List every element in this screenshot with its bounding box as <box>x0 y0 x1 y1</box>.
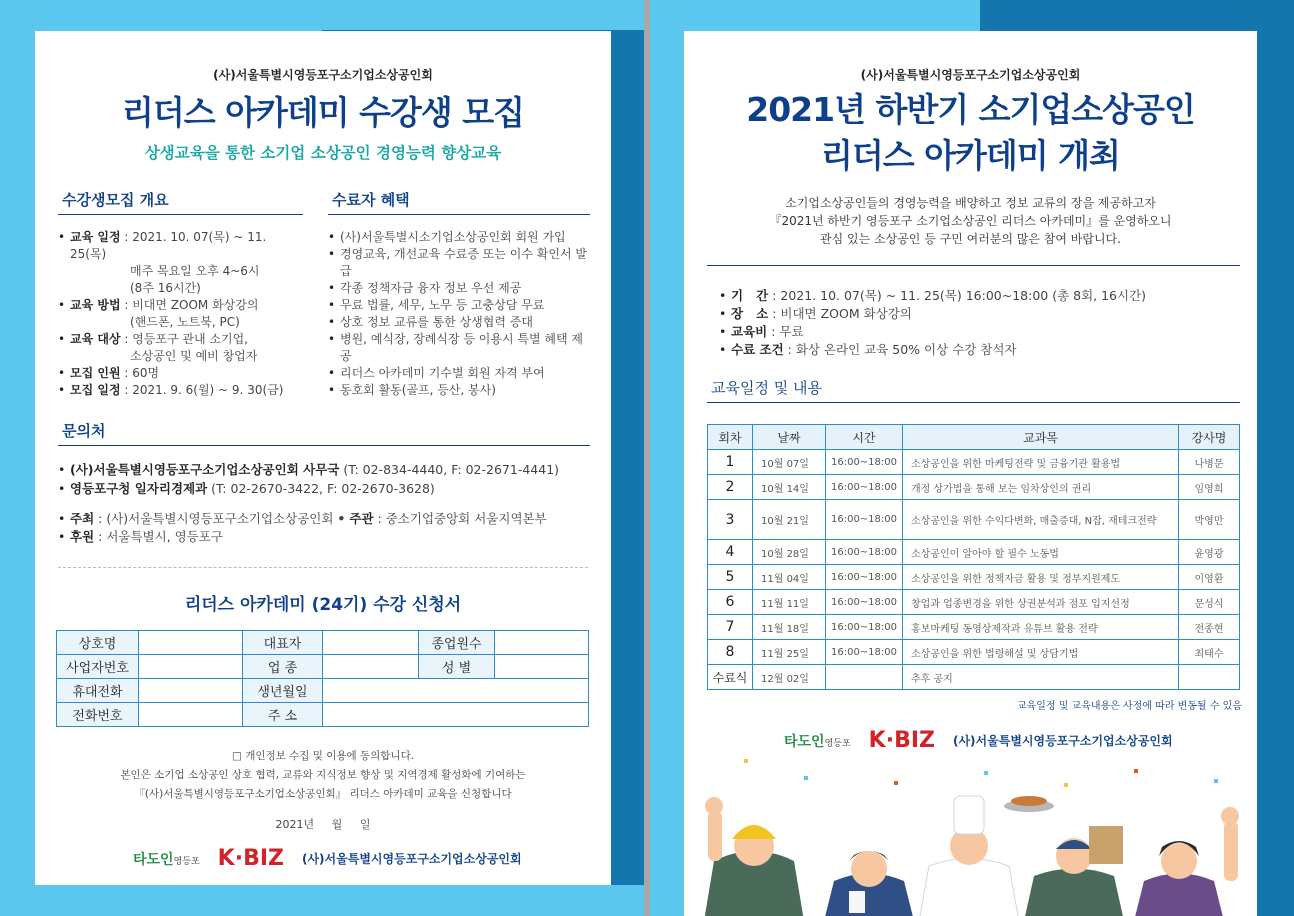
benefit-item: • (사)서울특별시소기업소상공인회 회원 가입 <box>328 229 590 246</box>
overview-extra: 매주 목요일 오후 4~6시 <box>130 264 260 278</box>
workers-illustration <box>684 751 1257 916</box>
schedule-row <box>708 590 1240 615</box>
session-subject: 소상공인을 위한 법령해설 및 상담기법 <box>903 640 1179 665</box>
overview-section <box>58 189 303 399</box>
form-label: 대표자 <box>243 631 323 655</box>
schedule-row <box>708 450 1240 475</box>
session-no: 4 <box>708 540 753 565</box>
overview-key: 모집 일정 <box>70 383 121 397</box>
worker-delivery <box>1024 826 1124 916</box>
session-date: 11월 18일 <box>753 615 826 640</box>
pledge-line-1: 본인은 소기업 소상공인 상호 협력, 교류와 지식정보 향상 및 지역경제 활성화에 기여하는 <box>120 769 526 781</box>
info-item <box>719 323 1239 341</box>
form-field-address[interactable] <box>323 703 589 727</box>
org-logo-text: (사)서울특별시영등포구소기업소상공인회 <box>301 852 522 866</box>
session-date: 10월 07일 <box>753 450 826 475</box>
intro-line: 관심 있는 소상공인 등 구민 여러분의 많은 참여 바랍니다. <box>820 232 1121 246</box>
info-key: 교육비 <box>731 324 768 339</box>
cut-line <box>58 567 588 568</box>
overview-value: 비대면 ZOOM 화상강의 <box>132 298 259 312</box>
form-field-bizno[interactable] <box>139 655 243 679</box>
form-label: 주 소 <box>243 703 323 727</box>
info-item <box>719 341 1239 359</box>
benefits-section <box>328 189 590 399</box>
overview-key: 교육 방법 <box>70 298 121 312</box>
contact-item <box>58 479 590 498</box>
info-value: : 무료 <box>771 324 804 339</box>
schedule-row <box>708 615 1240 640</box>
overview-key: 교육 대상 <box>70 332 121 346</box>
overview-value: 영등포구 관내 소기업, <box>132 332 248 346</box>
host-list <box>58 510 590 546</box>
session-no: 2 <box>708 475 753 500</box>
schedule-row <box>708 665 1240 690</box>
right-org-name: (사)서울특별시영등포구소기업소상공인회 <box>860 68 1081 82</box>
session-time: 16:00~18:00 <box>826 540 903 565</box>
session-subject: 소상공인을 위한 수익다변화, 매출증대, N잡, 재테크전략 <box>903 500 1179 540</box>
right-title-line-1: 2021년 하반기 소기업소상공인 <box>746 90 1195 129</box>
overview-extra: (핸드폰, 노트북, PC) <box>130 315 240 329</box>
org-logo-text: (사)서울특별시영등포구소기업소상공인회 <box>952 734 1173 748</box>
overview-extra: 소상공인 및 예비 창업자 <box>130 349 258 363</box>
intro-divider <box>707 265 1240 266</box>
session-instructor: 박영만 <box>1179 500 1240 540</box>
form-label: 전화번호 <box>57 703 139 727</box>
session-date: 11월 04일 <box>753 565 826 590</box>
worker-hardhat <box>704 797 804 916</box>
overview-value: 2021. 10. 07(목) ~ 11. 25(목) <box>70 230 267 261</box>
schedule-section <box>707 377 1240 403</box>
schedule-header-cell: 강사명 <box>1179 425 1240 450</box>
worker-apron <box>1134 807 1239 916</box>
benefits-list <box>328 229 590 399</box>
schedule-header-cell: 시간 <box>826 425 903 450</box>
right-intro <box>684 194 1257 248</box>
info-list <box>719 287 1239 359</box>
info-key: 기 간 <box>731 288 769 303</box>
schedule-row <box>708 640 1240 665</box>
right-title <box>684 87 1257 179</box>
schedule-note: 교육일정 및 교육내용은 사정에 따라 변동될 수 있음 <box>1016 701 1242 712</box>
tw-logo: 타도인영등포 <box>133 851 200 868</box>
session-time: 16:00~18:00 <box>826 475 903 500</box>
worker-barista <box>824 851 914 916</box>
schedule-table <box>707 424 1240 690</box>
benefit-item: • 병원, 예식장, 장례식장 등 이용시 특별 혜택 제공 <box>328 331 590 365</box>
form-label: 종업원수 <box>419 631 495 655</box>
session-instructor: 나병문 <box>1179 450 1240 475</box>
session-instructor: 전종현 <box>1179 615 1240 640</box>
right-logo-row <box>784 728 1173 753</box>
session-time: 16:00~18:00 <box>826 565 903 590</box>
session-subject: 개정 상가법을 통해 보는 임차상인의 권리 <box>903 475 1179 500</box>
session-subject: 소상공인이 알아야 할 필수 노동법 <box>903 540 1179 565</box>
session-instructor: 최태수 <box>1179 640 1240 665</box>
session-instructor: 이영환 <box>1179 565 1240 590</box>
session-date: 11월 11일 <box>753 590 826 615</box>
schedule-row <box>708 475 1240 500</box>
application-title: 리더스 아카데미 (24기) 수강 신청서 <box>184 595 462 615</box>
overview-list <box>58 229 303 399</box>
session-no: 8 <box>708 640 753 665</box>
session-time: 16:00~18:00 <box>826 450 903 475</box>
form-field-phone[interactable] <box>139 703 243 727</box>
tw-logo: 타도인영등포 <box>784 733 851 750</box>
form-field-ceo[interactable] <box>323 631 419 655</box>
session-time: 16:00~18:00 <box>826 640 903 665</box>
session-time: 16:00~18:00 <box>826 615 903 640</box>
schedule-header-cell: 교과목 <box>903 425 1179 450</box>
kbiz-logo: K·BIZ <box>217 846 284 871</box>
left-logo-row <box>133 846 522 871</box>
schedule-header-cell: 날짜 <box>753 425 826 450</box>
form-label: 업 종 <box>243 655 323 679</box>
session-date: 12월 02일 <box>753 665 826 690</box>
session-time <box>826 665 903 690</box>
info-item <box>719 305 1239 323</box>
session-subject: 창업과 업종변경을 위한 상권분석과 점포 입지선정 <box>903 590 1179 615</box>
overview-value: 2021. 9. 6(월) ~ 9. 30(금) <box>132 383 284 397</box>
application-date: 2021년 월 일 <box>275 818 371 831</box>
contact-item <box>58 460 590 479</box>
benefit-item: • 리더스 아카데미 기수별 회원 자격 부여 <box>328 365 590 382</box>
session-date: 10월 14일 <box>753 475 826 500</box>
overview-value: 60명 <box>132 366 160 380</box>
form-field-employees[interactable] <box>495 631 589 655</box>
left-poster <box>35 31 611 885</box>
session-instructor: 문성식 <box>1179 590 1240 615</box>
benefit-item: • 무료 법률, 세무, 노무 등 고충상담 무료 <box>328 297 590 314</box>
overview-item: • 모집 일정 : 2021. 9. 6(월) ~ 9. 30(금) <box>58 382 303 399</box>
benefit-item: • 동호회 활동(골프, 등산, 봉사) <box>328 382 590 399</box>
kbiz-logo: K·BIZ <box>868 728 935 753</box>
bg-light-block-bottom <box>322 885 644 916</box>
benefit-item: • 각종 정책자금 융자 정보 우선 제공 <box>328 280 590 297</box>
contact-name: (사)서울특별시영등포구소기업소상공인회 사무국 <box>70 462 340 477</box>
overview-item: • 모집 인원 : 60명 <box>58 365 303 382</box>
info-value: : 비대면 ZOOM 화상강의 <box>772 306 912 321</box>
overview-item: • 교육 대상 : 영등포구 관내 소기업, 소상공인 및 예비 창업자 <box>58 331 303 365</box>
contact-heading: 문의처 <box>58 420 590 446</box>
form-label: 사업자번호 <box>57 655 139 679</box>
session-no: 1 <box>708 450 753 475</box>
confetti <box>744 759 1218 787</box>
contact-tel: (T: 02-2670-3422, F: 02-2670-3628) <box>207 481 435 496</box>
info-item <box>719 287 1239 305</box>
form-label: 생년월일 <box>243 679 323 703</box>
schedule-row <box>708 540 1240 565</box>
benefit-item: • 경영교육, 개선교육 수료증 또는 이수 확인서 발급 <box>328 246 590 280</box>
overview-extra: (8주 16시간) <box>130 281 201 295</box>
session-instructor <box>1179 665 1240 690</box>
overview-key: 교육 일정 <box>70 230 121 244</box>
contact-tel: (T: 02-834-4440, F: 02-2671-4441) <box>339 462 560 477</box>
session-subject: 추후 공지 <box>903 665 1179 690</box>
benefit-item: • 상호 정보 교류를 통한 상생협력 증대 <box>328 314 590 331</box>
session-time: 16:00~18:00 <box>826 500 903 540</box>
intro-line: 소기업소상공인들의 경영능력을 배양하고 정보 교류의 장을 제공하고자 <box>785 196 1156 210</box>
contact-list <box>58 460 590 498</box>
overview-item: • 교육 방법 : 비대면 ZOOM 화상강의 (핸드폰, 노트북, PC) <box>58 297 303 331</box>
session-no: 3 <box>708 500 753 540</box>
form-label: 성 별 <box>419 655 495 679</box>
consent-checkbox-text[interactable]: □ 개인정보 수집 및 이용에 동의합니다. <box>231 750 415 762</box>
bg-light-block-mid <box>322 0 644 30</box>
form-field-birthdate[interactable] <box>323 679 589 703</box>
sponsor-item: • 후원 : 서울특별시, 영등포구 <box>58 528 590 546</box>
form-field-gender[interactable] <box>495 655 589 679</box>
info-key: 장 소 <box>731 306 769 321</box>
schedule-heading: 교육일정 및 내용 <box>707 377 1240 403</box>
form-label: 휴대전화 <box>57 679 139 703</box>
schedule-header-cell: 회차 <box>708 425 753 450</box>
intro-line: 『2021년 하반기 영등포구 소기업소상공인 리더스 아카데미』를 운영하오니 <box>769 214 1172 228</box>
overview-heading: 수강생모집 개요 <box>58 189 303 215</box>
contact-name: 영등포구청 일자리경제과 <box>70 481 208 496</box>
pledge-line-2: 『(사)서울특별시영등포구소기업소상공인회』 리더스 아카데미 교육을 신청합니다 <box>134 788 512 800</box>
overview-key: 모집 인원 <box>70 366 121 380</box>
session-no: 5 <box>708 565 753 590</box>
session-date: 10월 28일 <box>753 540 826 565</box>
session-subject: 홍보마케팅 동영상제작과 유튜브 활용 전략 <box>903 615 1179 640</box>
session-no: 수료식 <box>708 665 753 690</box>
overview-item: • 교육 일정 : 2021. 10. 07(목) ~ 11. 25(목) 매주 목요일 오후 4~6시 (8주 16시간) <box>58 229 303 297</box>
schedule-row <box>708 565 1240 590</box>
session-subject: 소상공인을 위한 정책자금 활용 및 정부지원제도 <box>903 565 1179 590</box>
session-time: 16:00~18:00 <box>826 590 903 615</box>
schedule-row <box>708 500 1240 540</box>
host-item: • 주최 : (사)서울특별시영등포구소기업소상공인회 • 주관 : 중소기업중앙회 서울지역본부 <box>58 510 590 528</box>
session-instructor: 임영희 <box>1179 475 1240 500</box>
session-no: 6 <box>708 590 753 615</box>
consent-block <box>35 747 611 804</box>
left-title: 리더스 아카데미 수강생 모집 <box>121 93 524 132</box>
form-label: 상호명 <box>57 631 139 655</box>
right-title-line-2: 리더스 아카데미 개최 <box>821 136 1120 175</box>
info-key: 수료 조건 <box>731 342 784 357</box>
form-field-company[interactable] <box>139 631 243 655</box>
session-subject: 소상공인을 위한 마케팅전략 및 금융기관 활용법 <box>903 450 1179 475</box>
application-form <box>56 630 589 727</box>
left-subtitle: 상생교육을 통한 소기업 소상공인 경영능력 향상교육 <box>144 144 502 162</box>
contact-section <box>58 420 590 546</box>
form-field-industry[interactable] <box>323 655 419 679</box>
left-org-name: (사)서울특별시영등포구소기업소상공인회 <box>213 68 433 82</box>
session-date: 10월 21일 <box>753 500 826 540</box>
benefits-heading: 수료자 혜택 <box>328 189 590 215</box>
info-value: : 2021. 10. 07(목) ~ 11. 25(목) 16:00~18:00 (총 8회, 16시간) <box>772 288 1147 303</box>
session-no: 7 <box>708 615 753 640</box>
form-field-mobile[interactable] <box>139 679 243 703</box>
info-value: : 화상 온라인 교육 50% 이상 수강 참석자 <box>787 342 1017 357</box>
right-poster <box>684 31 1257 916</box>
session-date: 11월 25일 <box>753 640 826 665</box>
session-instructor: 윤영광 <box>1179 540 1240 565</box>
